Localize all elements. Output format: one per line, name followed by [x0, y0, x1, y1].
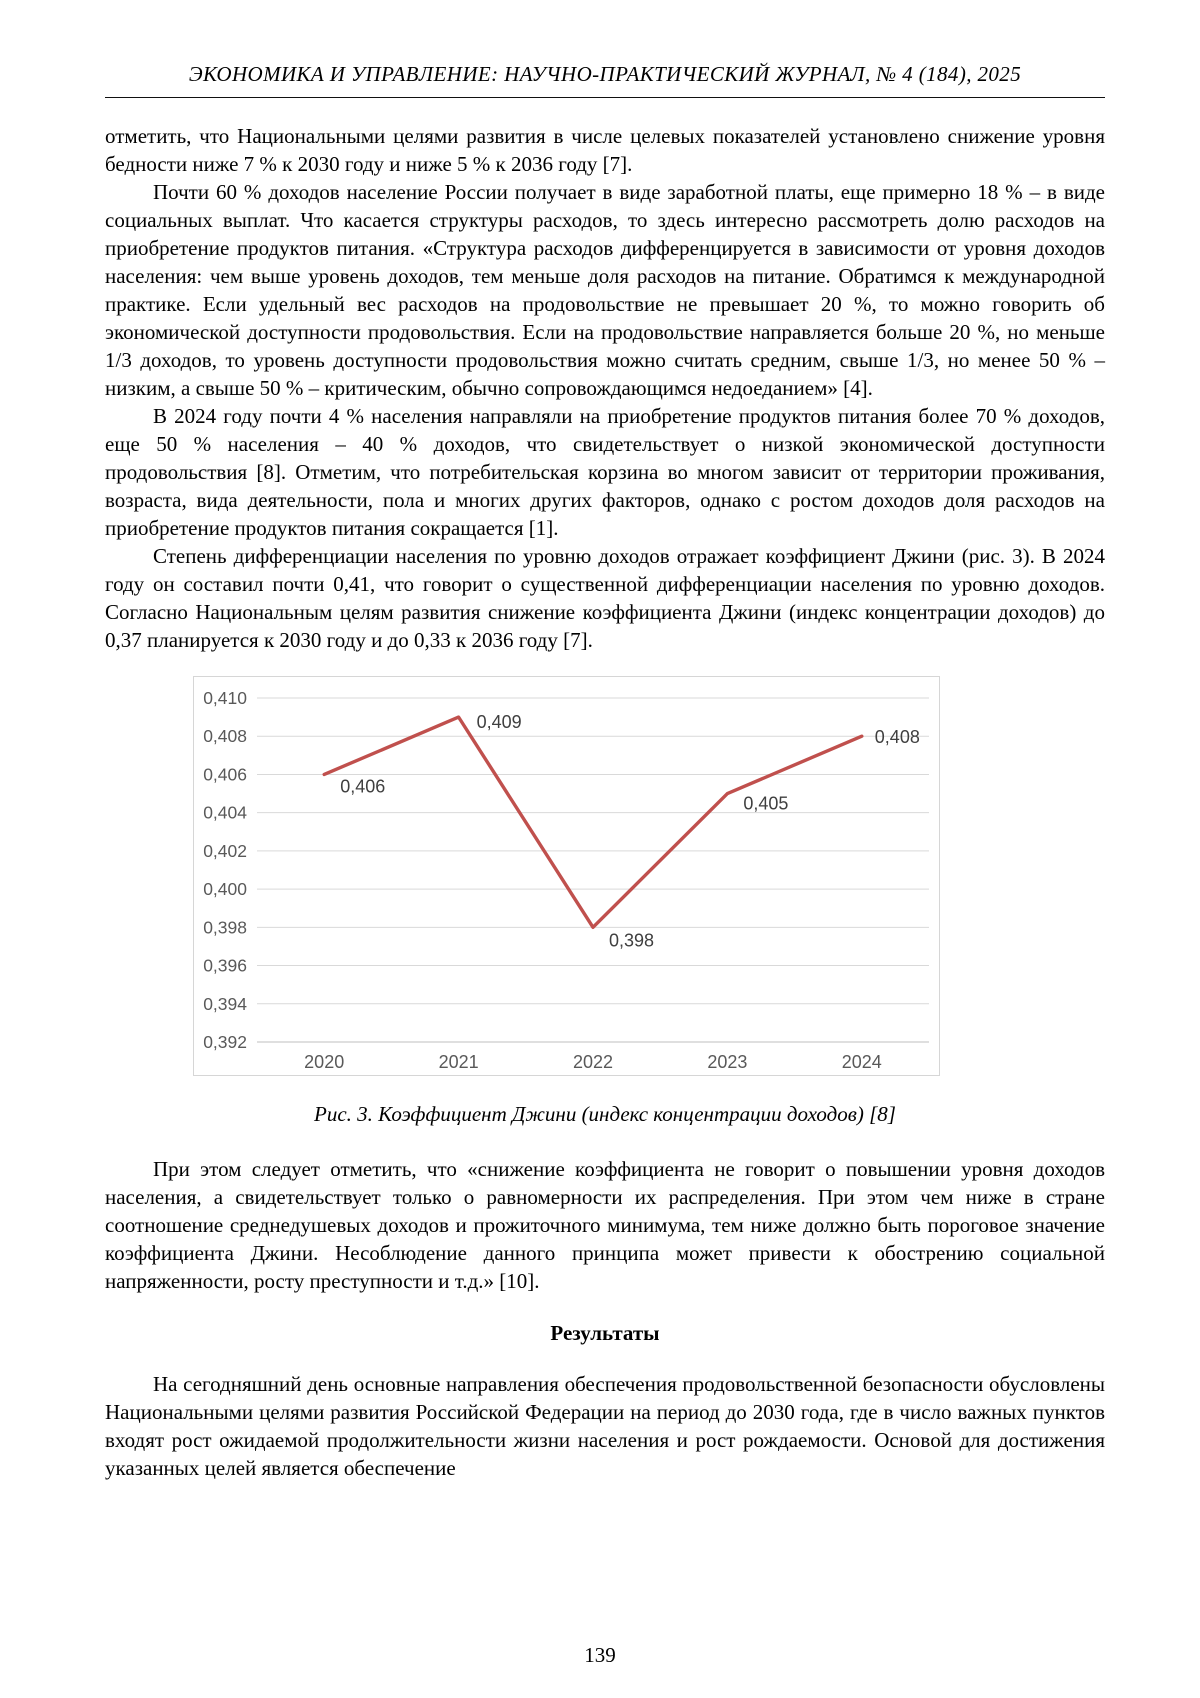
results-heading: Результаты — [550, 1321, 660, 1345]
x-tick-label: 2023 — [707, 1052, 748, 1072]
chart-canvas — [193, 676, 940, 1076]
point-label: 0,398 — [609, 930, 655, 951]
y-tick-label: 0,410 — [203, 688, 247, 708]
x-tick-label: 2020 — [304, 1052, 345, 1072]
y-tick-label: 0,398 — [203, 917, 247, 938]
y-tick-label: 0,408 — [203, 726, 247, 747]
figure-caption: Рис. 3. Коэффициент Джини (индекс концентрации доходов) [8] — [314, 1102, 896, 1126]
body-paragraph-2: Почти 60 % доходов население России получает в виде заработной платы, еще примерно 18 % – в виде социальных выплат. Что касается структуры расходов, то здесь интересно рассмотреть долю расходов на приобретение продуктов питания. «Структура расходов дифференцируется в зависимости от уровня доходов населения: чем выше уровень доходов, тем меньше доля расходов на питание. Обратимся к международной практике. Если удельный вес расходов на продовольствие не превышает 20 %, то можно говорить об экономической доступности продовольствия. Если на продовольствие направляется больше 20 %, но меньше 1/3 доходов, то уровень доступности продовольствия можно считать средним, свыше 1/3, но менее 50 % – низким, а свыше 50 % – критическим, обычно сопровождающимся недоеданием» [4]. — [105, 180, 1105, 400]
body-paragraph-1: отметить, что Национальными целями развития в числе целевых показателей установлено снижение уровня бедности ниже 7 % к 2030 году и ниже 5 % к 2036 году [7]. — [105, 124, 1105, 176]
body-paragraph-6: На сегодняшний день основные направления обеспечения продовольственной безопасности обусловлены Национальными целями развития Российской Федерации на период до 2030 года, где в число важных пунктов входят рост ожидаемой продолжительности жизни населения и рост рождаемости. Основой для достижения указанных целей является обеспечение — [105, 1372, 1105, 1480]
x-tick-label: 2022 — [572, 1052, 614, 1072]
point-label: 0,405 — [743, 793, 789, 814]
journal-header: ЭКОНОМИКА И УПРАВЛЕНИЕ: НАУЧНО-ПРАКТИЧЕСКИЙ ЖУРНАЛ, № 4 (184), 2025 — [105, 62, 1105, 98]
y-tick-label: 0,402 — [203, 840, 247, 861]
x-tick-label: 2024 — [841, 1052, 882, 1072]
page-number: 139 — [584, 1643, 616, 1667]
point-label: 0,406 — [340, 776, 386, 797]
point-label: 0,409 — [476, 712, 522, 733]
y-tick-label: 0,400 — [203, 879, 247, 900]
y-tick-label: 0,394 — [203, 993, 247, 1014]
y-tick-label: 0,404 — [203, 802, 247, 823]
body-paragraph-4: Степень дифференциации населения по уровню доходов отражает коэффициент Джини (рис. 3). В 2024 году он составил почти 0,41, что говорит о существенной дифференциации населения по уровню доходов. Согласно Национальным целям развития снижение коэффициента Джини (индекс концентрации доходов) до 0,37 планируется к 2030 году и до 0,33 к 2036 году [7]. — [105, 544, 1105, 652]
y-tick-label: 0,392 — [203, 1032, 247, 1052]
body-paragraph-3: В 2024 году почти 4 % населения направляли на приобретение продуктов питания более 70 % доходов, еще 50 % населения – 40 % доходов, что свидетельствует о низкой экономической доступности продовольствия [8]. Отметим, что потребительская корзина во многом зависит от территории проживания, возраста, вида деятельности, пола и многих других факторов, однако с ростом доходов доля расходов на приобретение продуктов питания сокращается [1]. — [105, 404, 1105, 540]
gini-line-chart — [193, 676, 940, 1076]
y-tick-label: 0,406 — [203, 764, 247, 785]
point-label: 0,408 — [874, 727, 920, 748]
x-tick-label: 2021 — [438, 1052, 479, 1072]
y-tick-label: 0,396 — [203, 955, 247, 976]
body-paragraph-5: При этом следует отметить, что «снижение коэффициента не говорит о повышении уровня доходов населения, а свидетельствует только о равномерности их распределения. При этом чем ниже в стране соотношение среднедушевых доходов и прожиточного минимума, тем ниже должно быть пороговое значение коэффициента Джини. Несоблюдение данного принципа может привести к обострению социальной напряженности, росту преступности и т.д.» [10]. — [105, 1157, 1105, 1293]
